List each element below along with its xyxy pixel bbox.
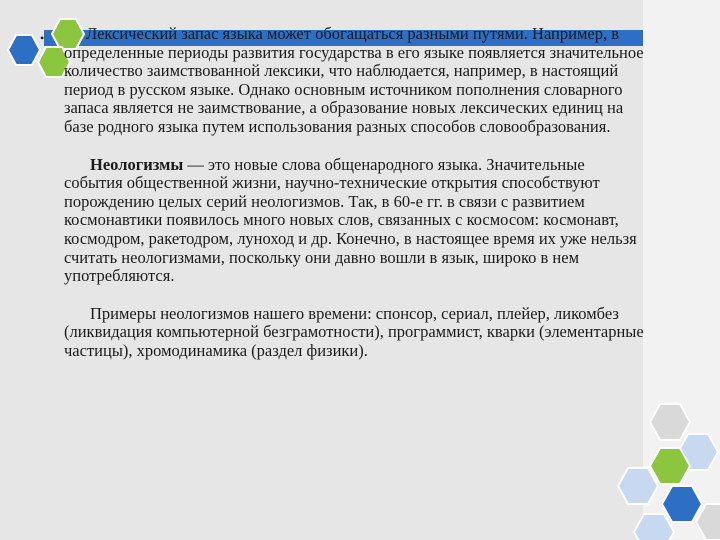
hexagon-left-blue (8, 35, 40, 65)
paragraph-3-text: Примеры неологизмов нашего времени: спонсор, сериал, плейер, ликомбез (ликвидация компьютерной безграмотности), программист, кварки (элементарные частицы), хромодинамика (раздел физики). (64, 303, 644, 360)
paragraph-2-text: — это новые слова общенародного языка. Значительные события общественной жизни, научно-технические открытия способствуют порождению целых серий неологизмов. Так, в 60-е гг. в связи с развитием космонавтики появилось много новых слов, связанных с космосом: космонавт, космодром, ракетодром, луноход и др. Конечно, в настоящее время их уже нельзя считать неологизмами, поскольку они давно вошли в язык, широко в нем употребляются. (64, 154, 637, 286)
hexagon-br-lightblue-3 (634, 514, 674, 540)
term-neologisms: Неологизмы (90, 154, 184, 174)
paragraph-1 (64, 25, 644, 137)
hexagon-br-green (650, 448, 690, 484)
paragraph-3 (64, 305, 644, 361)
bullet-marker: • (40, 31, 45, 45)
hexagon-br-gray-top (650, 404, 690, 440)
body-text (64, 25, 644, 361)
paragraph-2 (64, 156, 644, 286)
hexagon-br-blue (662, 486, 702, 522)
hexagon-br-lightblue-2 (618, 468, 658, 504)
paragraph-1-text: Лексический запас языка может обогащаться разными путями. Например, в определенные периоды развития государства в его языке появляется значительное количество заимствованной лексики, что наблюдается, например, в настоящий период в русском языке. Однако основным источником пополнения словарного запаса является не заимствование, а образование новых лексических единиц на базе родного языка путем использования разных способов словообразования. (64, 24, 644, 136)
